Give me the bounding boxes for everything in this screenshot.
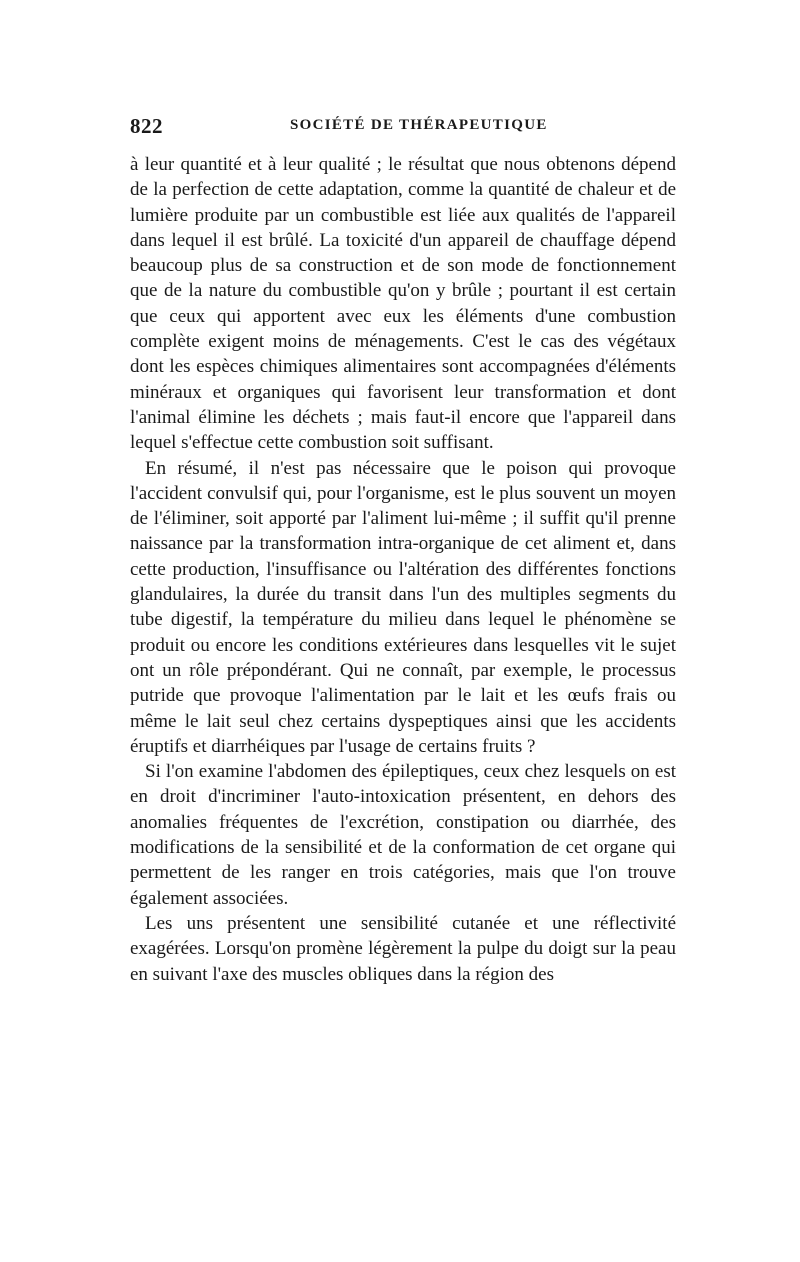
paragraph-les-uns: Les uns présentent une sensibilité cutanée et une réflectivité exagérées. Lorsqu'on promène légèrement la pulpe du doigt sur la peau en suivant l'axe des muscles obliques dans la région des [130,912,676,985]
paragraph-abdomen: Si l'on examine l'abdomen des épileptiques, ceux chez lesquels on est en droit d'incriminer l'auto-intoxication présentent, en dehors des anomalies fréquentes de l'excrétion, constipation ou diarrhée, des modifications de la sensibilité et de la conformation de cet organe qui permettent de les ranger en trois catégories, mais que l'on trouve également associées. [130,761,676,909]
paragraph-en-resume: En résumé, il n'est pas nécessaire que le poison qui provoque l'accident convulsif qui, pour l'organisme, est le plus souvent un moyen de l'éliminer, soit apporté par l'aliment lui-même ; il suffit qu'il prenne naissance par la transformation intra-organique de cet aliment et, dans cette production, l'insuffisance ou l'altération des différentes fonctions glandulaires, la durée du transit dans l'un des multiples segments du tube digestif, la température du milieu dans lequel le phénomène se produit ou encore les conditions extérieures dans lesquelles vit le sujet ont un rôle prépondérant. Qui ne connaît, par exemple, le processus putride que provoque l'alimentation par le lait et les œufs frais ou même le lait seul chez certains dyspeptiques ainsi que les accidents éruptifs et diarrhéiques par l'usage de certains fruits ? [130,457,676,757]
body-text [130,152,676,987]
page-number: 822 [130,114,163,138]
book-page [130,114,676,987]
running-head-title: SOCIÉTÉ DE THÉRAPEUTIQUE [290,117,548,133]
paragraph-continuation: à leur quantité et à leur qualité ; le résultat que nous obtenons dépend de la perfection de cette adaptation, comme la quantité de chaleur et de lumière produite par un combustible est liée aux qualités de l'appareil dans lequel il est brûlé. La toxicité d'un appareil de chauffage dépend beaucoup plus de sa construction et de son mode de fonctionnement que de la nature du combustible qu'on y brûle ; pourtant il est certain que ceux qui apportent avec eux les éléments d'une combustion complète exigent moins de ménagements. C'est le cas des végétaux dont les espèces chimiques alimentaires sont accompagnées d'éléments minéraux et organiques qui favorisent leur transformation et dont l'animal élimine les déchets ; mais faut-il encore que l'appareil dans lequel s'effectue cette combustion soit suffisant. [130,154,676,454]
running-head [130,114,676,144]
